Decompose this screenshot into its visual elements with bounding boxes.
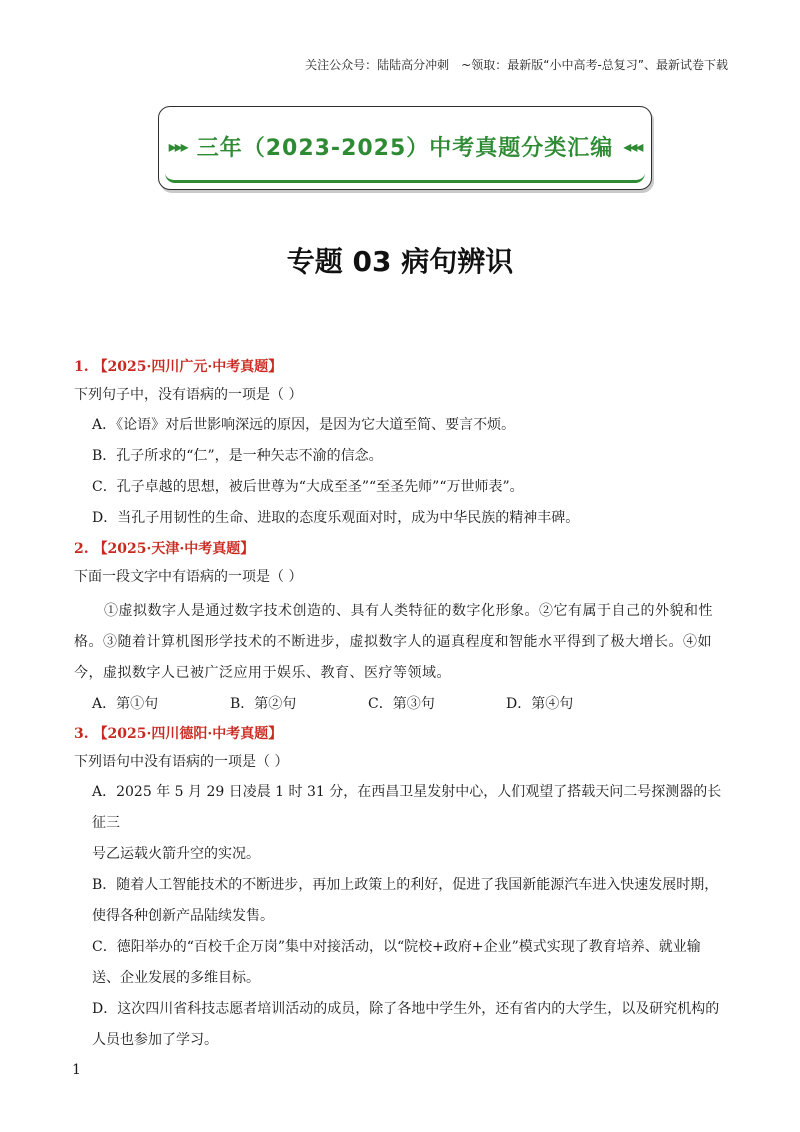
- option-d: D．第④句: [506, 696, 574, 712]
- options-row: [74, 689, 734, 719]
- option-line: B．随着人工智能技术的不断进步，再加上政策上的利好，促进了我国新能源汽车进入快速发展时期，: [92, 877, 719, 893]
- option-line: A．2025 年 5 月 29 日凌晨 1 时 31 分，在西昌卫星发射中心，人们观望了搭载天问二号探测器的长征三: [92, 784, 722, 831]
- option-d: [74, 994, 734, 1056]
- option-c: C．第③句: [368, 696, 435, 712]
- question-2: [74, 536, 734, 719]
- option-line: 人员也参加了学习。: [92, 1032, 218, 1048]
- option-line: 号乙运载火箭升空的实况。: [92, 846, 260, 862]
- header-note: 关注公众号：陆陆高分冲刺 ~领取：最新版“小中高考-总复习”、最新试卷下载: [305, 58, 728, 72]
- option-a: [74, 777, 734, 870]
- option-c: [74, 932, 734, 994]
- option-d: D．当孔子用韧性的生命、进取的态度乐观面对时，成为中华民族的精神丰碑。: [92, 510, 580, 526]
- option-b: B．孔子所求的“仁”，是一种矢志不渝的信念。: [92, 448, 383, 464]
- question-stem: 下列语句中没有语病的一项是（ ）: [74, 754, 289, 770]
- page-number: 1: [72, 1062, 81, 1078]
- banner-inner: [165, 113, 645, 183]
- option-b: B．第②句: [230, 696, 297, 712]
- question-passage: ①虚拟数字人是通过数字技术创造的、具有人类特征的数字化形象。②它有属于自己的外貌和性格。③随着计算机图形学技术的不断进步，虚拟数字人的逼真程度和智能水平得到了极大增长。④如今，虚拟数字人已被广泛应用于娱乐、教育、医疗等领域。: [74, 603, 713, 681]
- question-heading: 3. 【2025·四川德阳·中考真题】: [74, 726, 283, 742]
- banner-title: 三年（2023-2025）中考真题分类汇编: [196, 136, 614, 161]
- collection-banner: [158, 106, 652, 190]
- question-heading: 2. 【2025·天津·中考真题】: [74, 541, 255, 557]
- question-1: [74, 354, 734, 534]
- page-title: 专题 03 病句辨识: [286, 245, 514, 278]
- left-triangle-arrows-icon: ◂◂◂: [623, 137, 642, 156]
- option-a: A．第①句: [92, 696, 159, 712]
- option-c: C．孔子卓越的思想，被后世尊为“大成至圣”“至圣先师”“万世师表”。: [92, 479, 524, 495]
- option-line: 使得各种创新产品陆续发售。: [92, 908, 274, 924]
- option-line: 送、企业发展的多维目标。: [92, 970, 260, 986]
- option-b: [74, 870, 734, 932]
- question-stem: 下列句子中，没有语病的一项是（ ）: [74, 387, 303, 403]
- question-3: [74, 721, 734, 1056]
- question-stem: 下面一段文字中有语病的一项是（ ）: [74, 569, 303, 585]
- option-line: D．这次四川省科技志愿者培训活动的成员，除了各地中学生外，还有省内的大学生，以及研究机构的: [92, 1001, 720, 1017]
- option-line: C．德阳举办的“百校千企万岗”集中对接活动，以“院校+政府+企业”模式实现了教育培养、就业输: [92, 939, 701, 955]
- question-heading: 1. 【2025·四川广元·中考真题】: [74, 359, 283, 375]
- option-a: A．《论语》对后世影响深远的原因，是因为它大道至简、要言不烦。: [92, 417, 516, 433]
- questions-content: [74, 352, 734, 1056]
- right-triangle-arrows-icon: ▸▸▸: [168, 137, 187, 156]
